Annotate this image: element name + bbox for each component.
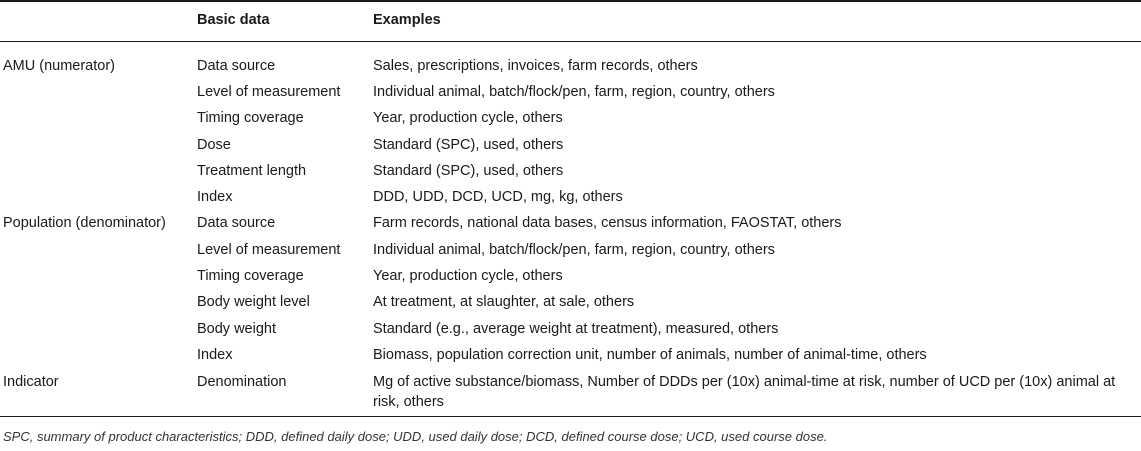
header-rule: [0, 41, 1141, 42]
basic-data-cell: Data source: [197, 58, 276, 74]
header-examples: Examples: [373, 12, 441, 28]
basic-data-cell: Data source: [197, 215, 276, 231]
example-cell: Standard (SPC), used, others: [373, 163, 564, 179]
basic-data-cell: Denomination: [197, 374, 287, 390]
basic-data-cell: Dose: [197, 137, 231, 153]
basic-data-cell: Treatment length: [197, 163, 307, 179]
example-cell: Year, production cycle, others: [373, 268, 563, 284]
example-cell: Mg of active substance/biomass, Number of DDDs per (10x) animal-time at risk, number of UCD per (10x) animal at risk, others: [373, 374, 1116, 410]
category-cell: Indicator: [3, 374, 59, 390]
basic-data-cell: Timing coverage: [197, 110, 304, 126]
example-cell: Biomass, population correction unit, number of animals, number of animal-time, others: [373, 347, 927, 363]
basic-data-cell: Timing coverage: [197, 268, 304, 284]
header-basic-data: Basic data: [197, 12, 270, 28]
category-cell: Population (denominator): [3, 215, 166, 231]
basic-data-cell: Level of measurement: [197, 84, 341, 100]
example-cell: Year, production cycle, others: [373, 110, 563, 126]
example-cell: Sales, prescriptions, invoices, farm records, others: [373, 58, 698, 74]
table-bottom-rule: [0, 416, 1141, 417]
basic-data-cell: Body weight: [197, 321, 276, 337]
basic-data-cell: Body weight level: [197, 294, 310, 310]
category-cell: AMU (numerator): [3, 58, 115, 74]
example-cell: Farm records, national data bases, census information, FAOSTAT, others: [373, 215, 842, 231]
table-top-rule: [0, 0, 1141, 2]
basic-data-cell: Index: [197, 347, 233, 363]
basic-data-cell: Index: [197, 189, 233, 205]
basic-data-cell: Level of measurement: [197, 242, 341, 258]
example-cell: Individual animal, batch/flock/pen, farm, region, country, others: [373, 242, 775, 258]
example-cell: At treatment, at slaughter, at sale, others: [373, 294, 635, 310]
table-footnote: SPC, summary of product characteristics; DDD, defined daily dose; UDD, used daily dose; DCD, defined course dose; UCD, used course dose.: [3, 429, 828, 444]
example-cell: Standard (e.g., average weight at treatment), measured, others: [373, 321, 779, 337]
example-cell: DDD, UDD, DCD, UCD, mg, kg, others: [373, 189, 623, 205]
example-cell: Individual animal, batch/flock/pen, farm, region, country, others: [373, 84, 775, 100]
example-cell: Standard (SPC), used, others: [373, 137, 564, 153]
